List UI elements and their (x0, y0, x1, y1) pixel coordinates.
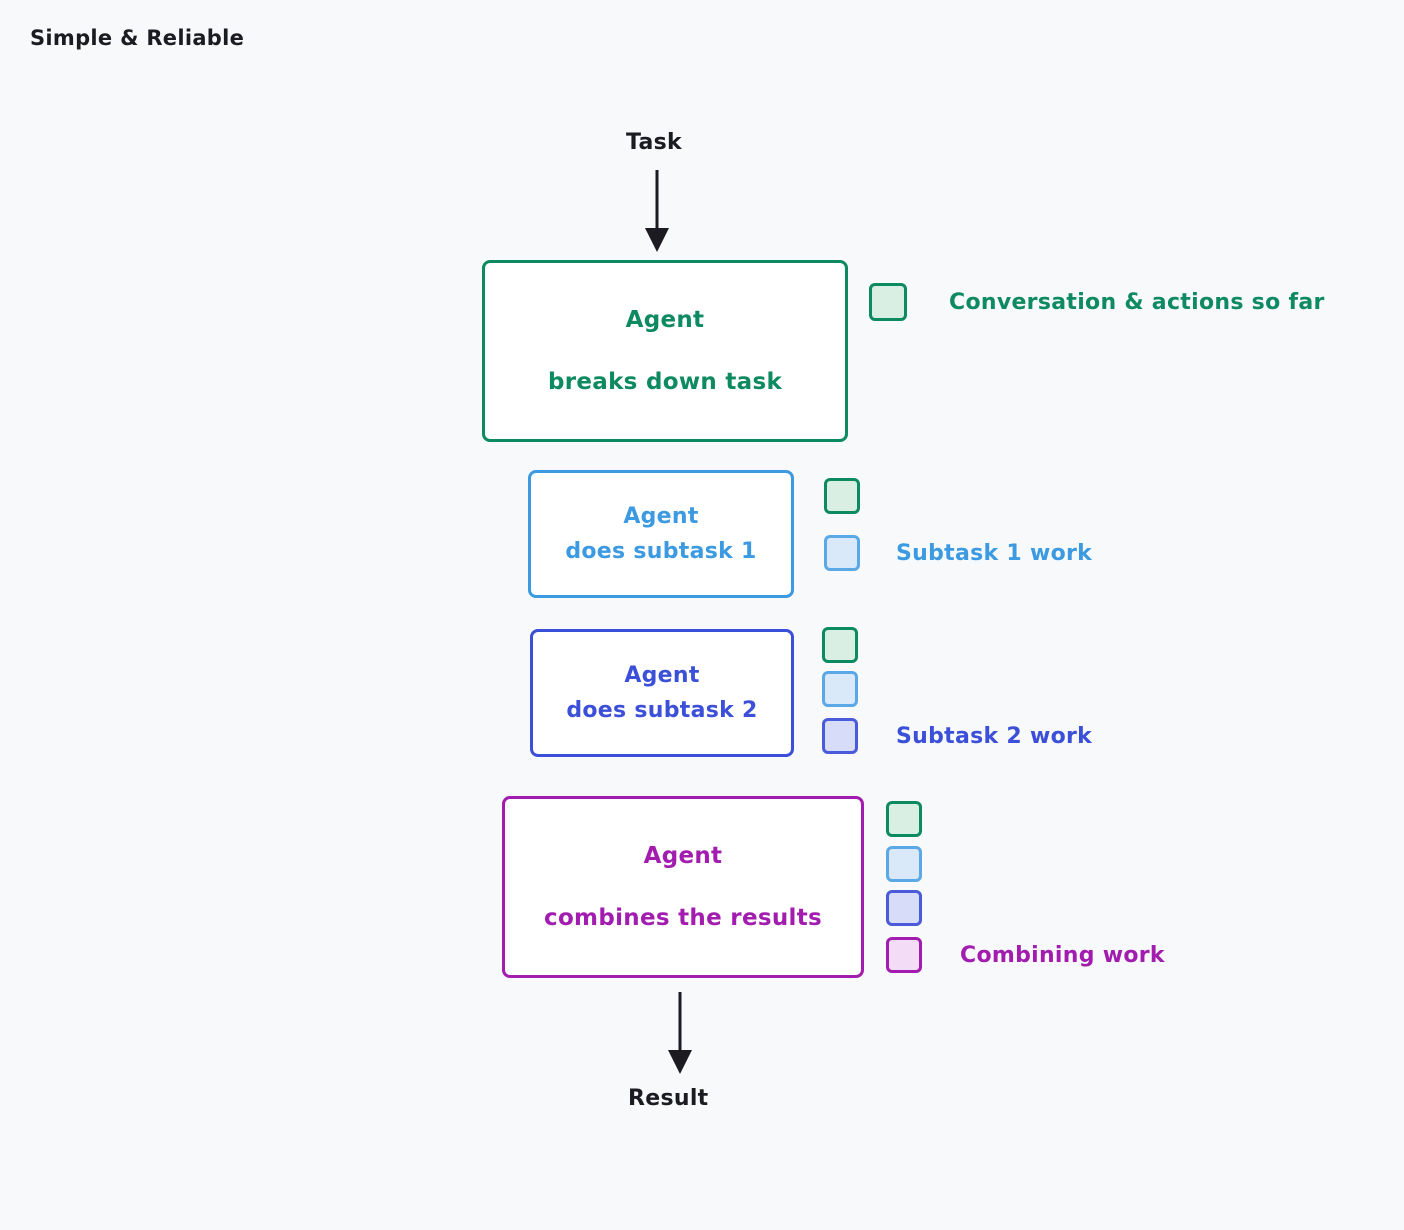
context-swatch-icon-green (822, 627, 858, 663)
context-swatch-icon-light-blue (886, 846, 922, 882)
legend-row-combining-context-green (886, 801, 922, 837)
agent-breaks-down-task-box[interactable] (482, 260, 848, 442)
legend-row-subtask2-context-light-blue (822, 671, 858, 707)
agent-does-subtask-2-box[interactable] (530, 629, 794, 757)
legend-label-subtask2: Subtask 2 work (896, 723, 1093, 749)
legend-row-combining-context-light-blue (886, 846, 922, 882)
legend-row-subtask1 (824, 535, 1092, 571)
context-swatch-icon-blue (886, 890, 922, 926)
agent-role-label: Agent (624, 662, 700, 688)
context-swatch-icon-purple (886, 937, 922, 973)
agent-action-label: breaks down task (547, 369, 783, 395)
context-swatch-icon-green (869, 283, 907, 321)
agent-action-label: combines the results (544, 905, 822, 931)
agent-role-label: Agent (643, 843, 723, 869)
legend-label-combining: Combining work (960, 942, 1165, 968)
agent-does-subtask-1-box[interactable] (528, 470, 794, 598)
result-label: Result (628, 1086, 709, 1111)
legend-row-conversation (869, 283, 1325, 321)
context-swatch-icon-green (886, 801, 922, 837)
legend-row-subtask1-context (824, 478, 860, 514)
context-swatch-icon-light-blue (824, 535, 860, 571)
agent-action-label: does subtask 2 (566, 698, 758, 723)
legend-row-subtask2-context-green (822, 627, 858, 663)
context-swatch-icon-blue (822, 718, 858, 754)
agent-role-label: Agent (625, 307, 705, 333)
legend-row-subtask2 (822, 718, 1092, 754)
legend-label-conversation: Conversation & actions so far (949, 289, 1325, 315)
legend-label-subtask1: Subtask 1 work (896, 540, 1093, 566)
legend-row-combining (886, 937, 1165, 973)
task-label: Task (626, 130, 682, 155)
legend-row-combining-context-blue (886, 890, 922, 926)
diagram-title: Simple & Reliable (30, 26, 245, 50)
context-swatch-icon-green (824, 478, 860, 514)
agent-combines-results-box[interactable] (502, 796, 864, 978)
agent-action-label: does subtask 1 (565, 539, 757, 564)
context-swatch-icon-light-blue (822, 671, 858, 707)
agent-role-label: Agent (623, 503, 699, 529)
